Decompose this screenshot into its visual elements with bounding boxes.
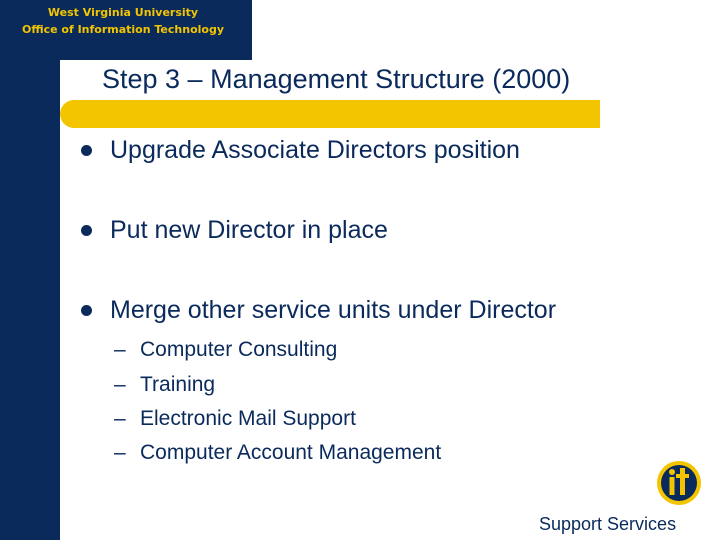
sub-bullet-text: Electronic Mail Support: [140, 407, 356, 430]
org-line-university: West Virginia University: [47, 6, 199, 19]
bullet-text: Upgrade Associate Directors position: [110, 136, 520, 164]
title-underline-bar: [60, 100, 600, 128]
it-logo-icon: [656, 456, 702, 512]
bullet-dot-icon: [81, 305, 92, 316]
bullet-dot-icon: [81, 145, 92, 156]
bullet-text: Put new Director in place: [110, 216, 388, 244]
title-corner: [60, 60, 100, 100]
dash-marker: –: [114, 373, 126, 396]
dash-marker: –: [114, 407, 126, 430]
sub-bullet-item: [114, 373, 215, 397]
bullet-item: [78, 296, 556, 325]
sub-bullet-text: Computer Consulting: [140, 338, 338, 361]
dash-marker: –: [114, 338, 126, 361]
bullet-dot-icon: [81, 225, 92, 236]
sub-bullet-item: [114, 338, 337, 362]
left-navy-band: [0, 0, 60, 540]
slide-title: Step 3 – Management Structure (2000): [102, 64, 571, 94]
sub-bullet-item: [114, 441, 441, 465]
footer-label: Support Services: [539, 514, 677, 534]
dash-marker: –: [114, 441, 126, 464]
org-line-office: Office of Information Technology: [21, 23, 225, 36]
bullet-text: Merge other service units under Director: [110, 296, 557, 324]
sub-bullet-item: [114, 407, 356, 431]
bullet-item: [78, 216, 388, 245]
sub-bullet-text: Computer Account Management: [140, 441, 442, 464]
sub-bullet-text: Training: [140, 373, 216, 396]
organization-header: [0, 4, 246, 38]
bullet-item: [78, 136, 520, 165]
